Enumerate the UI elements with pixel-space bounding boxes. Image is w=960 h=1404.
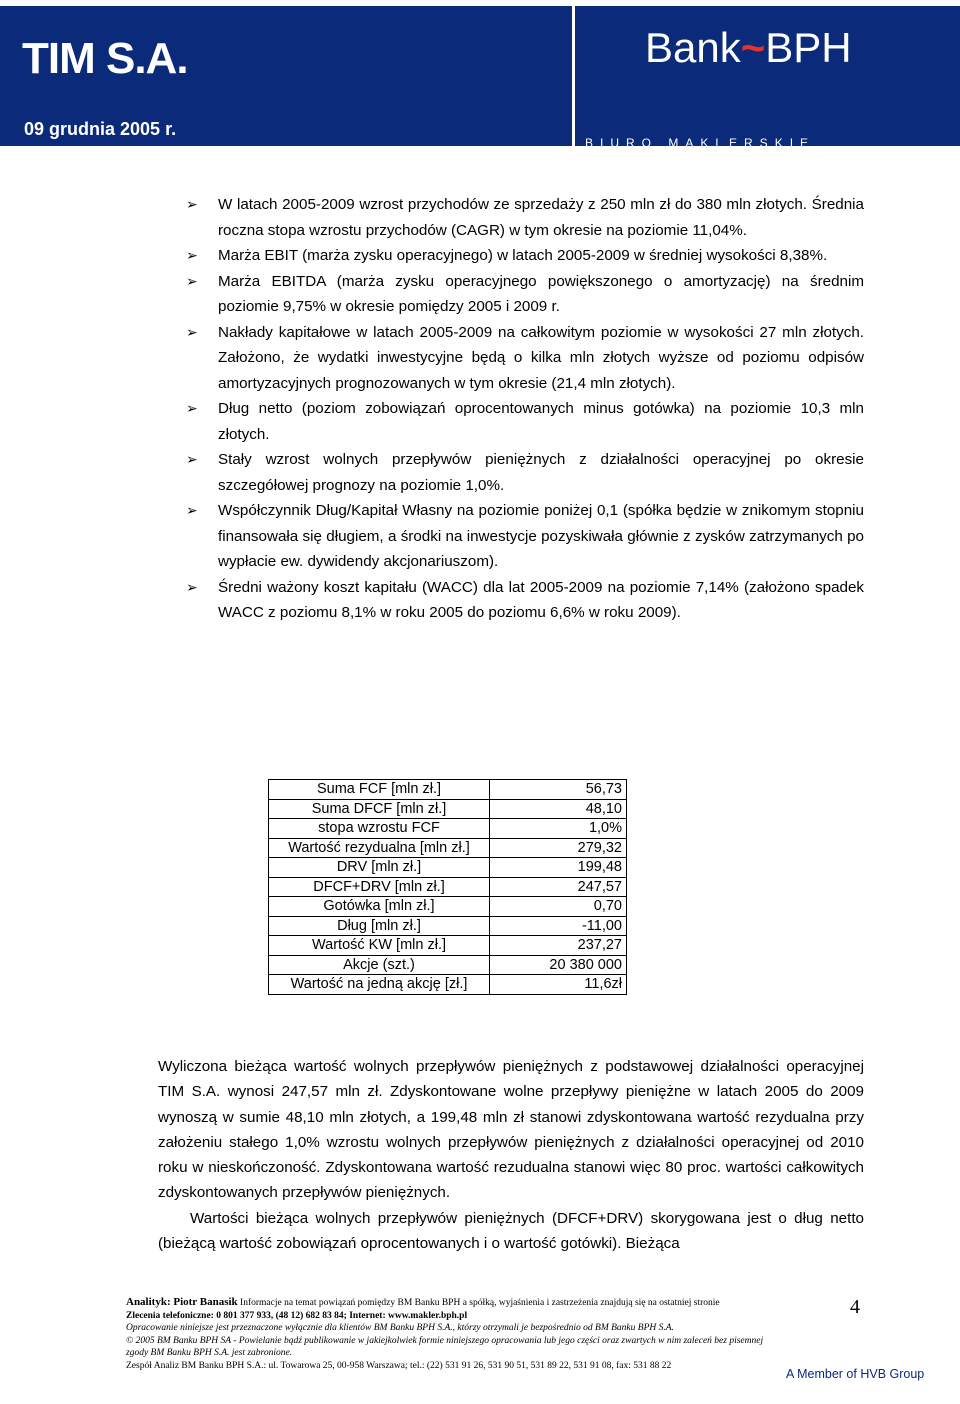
table-row (269, 955, 627, 975)
arrow-bullet-icon: ➢ (186, 323, 198, 340)
row-value: 1,0% (490, 819, 627, 839)
table-row (269, 780, 627, 800)
table-row (269, 838, 627, 858)
table-row (269, 858, 627, 878)
footer-copyright: © 2005 BM Banku BPH SA - Powielanie bądź publikowanie w jakiejkolwiek formie niniejszego opracowania lub jego części oraz zwartych w nim zaleceń bez pisemnej zgody BM Banku BPH S.A. jest zabronione. (126, 1335, 764, 1358)
row-label: Suma FCF [mln zł.] (269, 780, 490, 800)
row-label: Gotówka [mln zł.] (269, 897, 490, 917)
assumptions-list (186, 192, 864, 626)
hvb-group-logo: A Member of HVB Group (786, 1367, 925, 1381)
footer-team-address: Zespół Analiz BM Banku BPH S.A.: ul. Towarowa 25, 00-958 Warszawa; tel.: (22) 531 91 26, 531 90 51, 531 89 22, 531 91 08, fax: 531 88 22 (126, 1360, 672, 1371)
row-value: 237,27 (490, 936, 627, 956)
list-item: ➢ Nakłady kapitałowe w latach 2005-2009 na całkowitym poziomie w wysokości 27 mln złotych. Założono, że wydatki inwestycyjne będą o kilka mln złotych wyższe od poziomu odpisów amortyzacyjnych prognozowanych w tym okresie (21,4 mln złotych). (186, 320, 864, 397)
analyst-name: Analityk: Piotr Banasik (126, 1296, 238, 1308)
footer (126, 1296, 786, 1372)
arrow-bullet-icon: ➢ (186, 578, 198, 595)
table-row (269, 819, 627, 839)
table-row (269, 916, 627, 936)
analyst-note: Informacje na temat powiązań pomiędzy BM Banku BPH a spółką, wyjaśnienia i zastrzeżenia znajdują się na ostatniej stronie (240, 1298, 720, 1308)
header-banner (0, 6, 572, 146)
row-value: 11,6zł (490, 975, 627, 995)
page-number: 4 (850, 1296, 860, 1318)
table-row (269, 897, 627, 917)
row-value: -11,00 (490, 916, 627, 936)
row-label: DRV [mln zł.] (269, 858, 490, 878)
footer-analyst-line (126, 1296, 786, 1310)
row-value: 0,70 (490, 897, 627, 917)
table-row (269, 877, 627, 897)
bank-logo-mark-icon: ~ (740, 24, 766, 71)
row-label: Wartość rezydualna [mln zł.] (269, 838, 490, 858)
list-item: ➢ Stały wzrost wolnych przepływów pieniężnych z działalności operacyjnej po okresie szczegółowej prognozy na poziomie 1,0%. (186, 447, 864, 498)
list-item: ➢ Dług netto (poziom zobowiązań oprocentowanych minus gotówka) na poziomie 10,3 mln złotych. (186, 396, 864, 447)
row-label: DFCF+DRV [mln zł.] (269, 877, 490, 897)
row-value: 199,48 (490, 858, 627, 878)
row-value: 20 380 000 (490, 955, 627, 975)
arrow-bullet-icon: ➢ (186, 502, 198, 518)
paragraph: Wyliczona bieżąca wartość wolnych przepływów pieniężnych z podstawowej działalności operacyjnej TIM S.A. wynosi 247,57 mln zł. Zdyskontowane wolne przepływy pieniężne w latach 2005 do 2009 wynoszą w sumie 48,10 mln złotych, a 199,48 mln zł stanowi zdyskontowana wartość rezydualna przy założeniu stałego 1,0% wzrostu wolnych przepływów pieniężnych z działalności operacyjnej od 2010 roku w nieskończoność. Zdyskontowana wartość rezudualna stanowi więc 80 proc. wartości całkowitych zdyskontowanych przepływów pieniężnych. (158, 1058, 864, 1202)
row-value: 48,10 (490, 799, 627, 819)
table-row (269, 936, 627, 956)
footer-orders: Zlecenia telefoniczne: 0 801 377 933, (48 12) 682 83 84; Internet: www.makler.bph.pl (126, 1310, 468, 1321)
bank-name-part1: Bank (645, 24, 741, 71)
paragraph: Wartości bieżąca wolnych przepływów pieniężnych (DFCF+DRV) skorygowana jest o dług netto (bieżącą wartość zobowiązań oprocentowanych i o wartość gotówki). Bieżąca (158, 1209, 864, 1253)
row-label: Akcje (szt.) (269, 955, 490, 975)
list-item: ➢ Współczynnik Dług/Kapitał Własny na poziomie poniżej 0,1 (spółka będzie w znikomym stopniu finansowała się długiem, a środki na inwestycje pozyskiwała głównie z zysków zatrzymanych po wypłacie ew. dywidendy akcjonariuszom). (186, 498, 864, 575)
company-title: TIM S.A. (22, 34, 188, 83)
list-item: ➢ Średni ważony koszt kapitału (WACC) dla lat 2005-2009 na poziomie 7,14% (założono spadek WACC z poziomu 8,1% w roku 2005 do poziomu 6,6% w roku 2009). (186, 575, 864, 626)
arrow-bullet-icon: ➢ (186, 400, 198, 416)
table-row (269, 975, 627, 995)
table-row (269, 799, 627, 819)
bank-logo-banner (575, 6, 960, 150)
arrow-bullet-icon: ➢ (186, 247, 198, 263)
row-value: 279,32 (490, 838, 627, 858)
row-label: Wartość KW [mln zł.] (269, 936, 490, 956)
arrow-bullet-icon: ➢ (186, 451, 198, 467)
list-item: ➢ Marża EBITDA (marża zysku operacyjnego powiększonego o amortyzację) na średnim poziomie 9,75% w okresie pomiędzy 2005 i 2009 r. (186, 269, 864, 320)
list-item: ➢ W latach 2005-2009 wzrost przychodów ze sprzedaży z 250 mln zł do 380 mln złotych. Średnia roczna stopa wzrostu przychodów (CAGR) w tym okresie na poziomie 11,04%. (186, 192, 864, 243)
row-label: stopa wzrostu FCF (269, 819, 490, 839)
arrow-bullet-icon: ➢ (186, 196, 198, 212)
bank-name-part2: BPH (765, 24, 852, 71)
arrow-bullet-icon: ➢ (186, 272, 198, 289)
list-item: ➢ Marża EBIT (marża zysku operacyjnego) w latach 2005-2009 w średniej wysokości 8,38%. (186, 243, 864, 269)
row-value: 56,73 (490, 780, 627, 800)
row-label: Dług [mln zł.] (269, 916, 490, 936)
row-value: 247,57 (490, 877, 627, 897)
footer-disclaimer: Opracowanie niniejsze jest przeznaczone wyłącznie dla klientów BM Banku BPH S.A., którzy otrzymali je bezpośrednio od BM Banku BPH S.A. (126, 1323, 674, 1333)
bank-division: BIURO MAKLERSKIE (585, 136, 816, 150)
bank-logo (645, 24, 852, 72)
report-date: 09 grudnia 2005 r. (24, 119, 177, 139)
valuation-table (268, 779, 627, 995)
row-label: Suma DFCF [mln zł.] (269, 799, 490, 819)
row-label: Wartość na jedną akcję [zł.] (269, 975, 490, 995)
body-text (158, 1054, 864, 1256)
